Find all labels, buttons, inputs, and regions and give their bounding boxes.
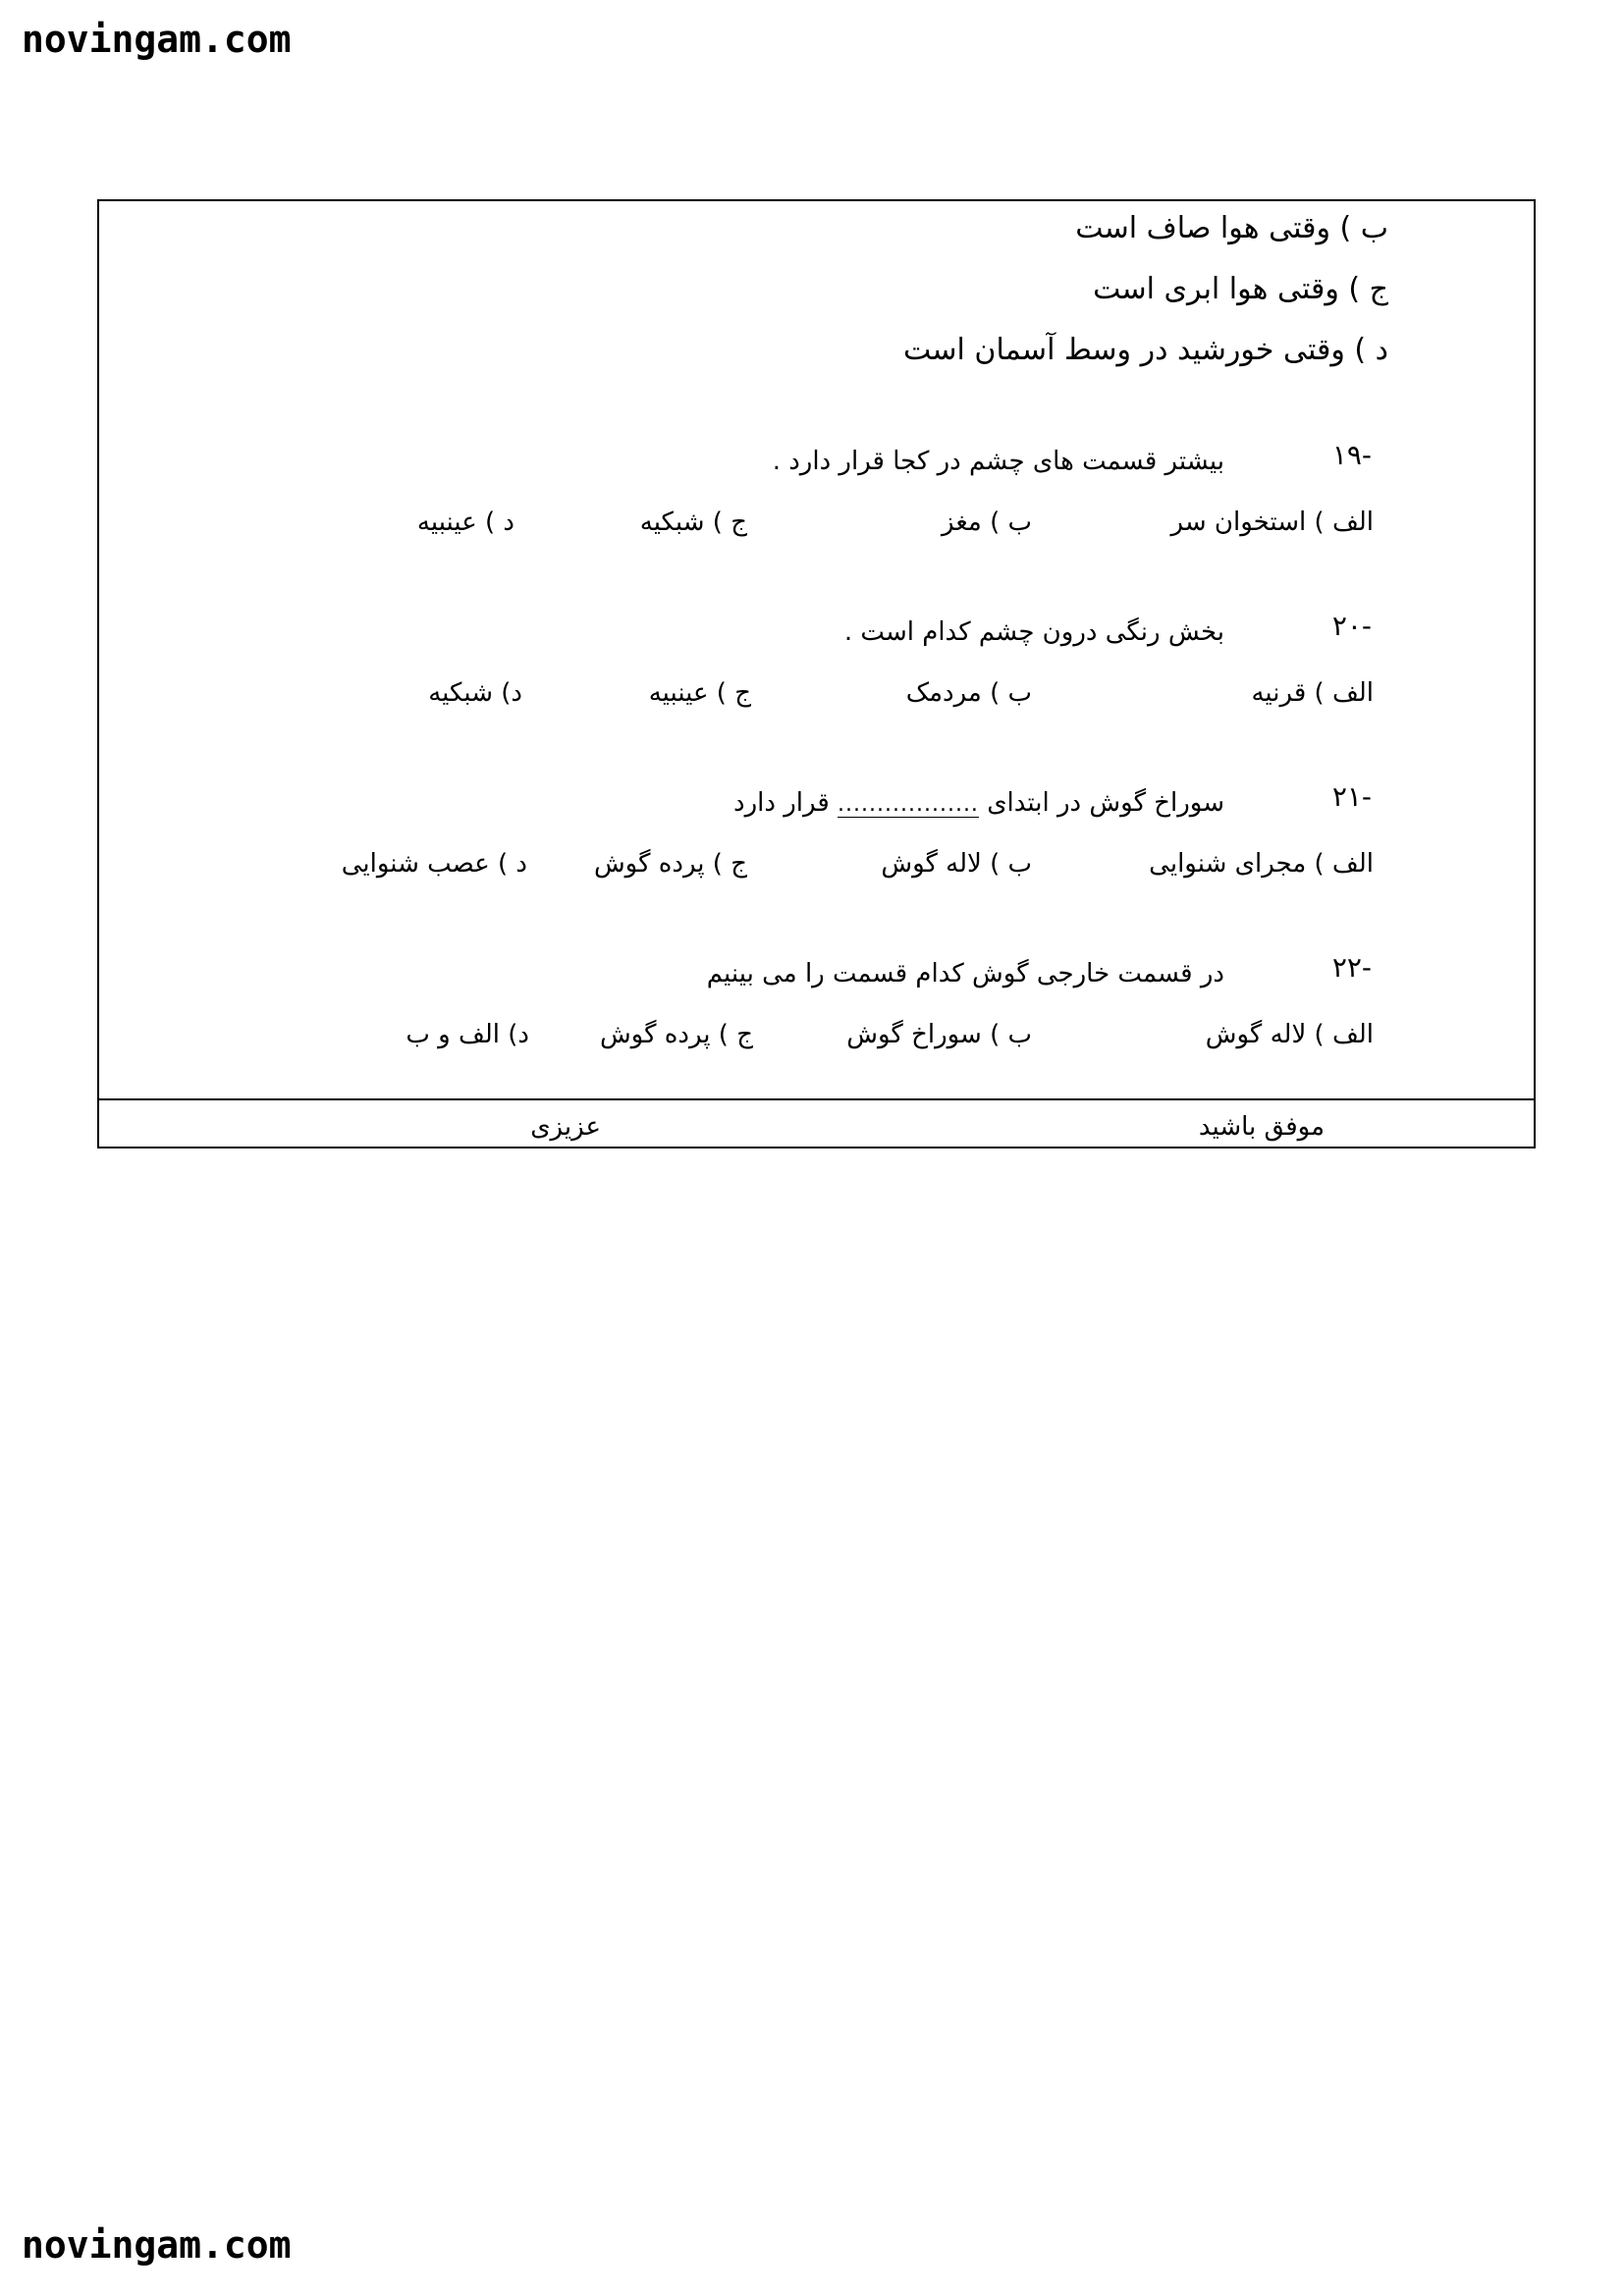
footer-teacher: عزیزی xyxy=(530,1112,601,1142)
question-21-text-before: سوراخ گوش در ابتدای xyxy=(987,788,1224,818)
question-19-text: بیشتر قسمت های چشم در کجا قرار دارد . xyxy=(772,447,1224,476)
question-21-blank: .................. xyxy=(838,792,979,817)
question-19-option-d: د ) عینبیه xyxy=(416,507,514,537)
question-22-option-d: د) الف و ب xyxy=(406,1020,529,1049)
watermark-bottom: novingam.com xyxy=(22,2223,292,2267)
question-21-number: ۲۱- xyxy=(1331,780,1372,813)
question-20-option-d: د) شبکیه xyxy=(428,678,522,708)
question-20-option-b: ب ) مردمک xyxy=(905,678,1032,708)
question-21-option-c: ج ) پرده گوش xyxy=(593,849,747,879)
question-19-option-b: ب ) مغز xyxy=(942,507,1032,537)
question-20-option-a: الف ) قرنیه xyxy=(1251,678,1374,708)
question-22-option-b: ب ) سوراخ گوش xyxy=(846,1020,1032,1049)
question-22-text: در قسمت خارجی گوش کدام قسمت را می بینیم xyxy=(706,959,1224,988)
prev-option-d: د ) وقتی خورشید در وسط آسمان است xyxy=(902,333,1388,367)
watermark-top: novingam.com xyxy=(22,18,292,61)
question-21-text xyxy=(733,788,1224,818)
question-20-option-c: ج ) عینبیه xyxy=(648,678,751,708)
question-19-number: ۱۹- xyxy=(1331,439,1372,471)
question-21-option-b: ب ) لاله گوش xyxy=(881,849,1032,879)
question-21-option-a: الف ) مجرای شنوایی xyxy=(1149,849,1374,879)
question-21-option-d: د ) عصب شنوایی xyxy=(341,849,527,879)
footer-wish: موفق باشید xyxy=(1198,1112,1325,1142)
question-22-option-a: الف ) لاله گوش xyxy=(1205,1020,1374,1049)
question-20-number: ۲۰- xyxy=(1331,610,1372,642)
question-20-text: بخش رنگی درون چشم کدام است . xyxy=(843,617,1224,647)
exam-box xyxy=(97,199,1536,1148)
question-19-option-c: ج ) شبکیه xyxy=(639,507,747,537)
question-22-number: ۲۲- xyxy=(1331,951,1372,984)
prev-option-c: ج ) وقتی هوا ابری است xyxy=(1093,272,1388,306)
question-22-option-c: ج ) پرده گوش xyxy=(599,1020,753,1049)
prev-option-b: ب ) وقتی هوا صاف است xyxy=(1075,211,1388,245)
question-21-text-after: قرار دارد xyxy=(733,788,830,818)
footer-divider xyxy=(99,1098,1534,1100)
question-19-option-a: الف ) استخوان سر xyxy=(1170,507,1374,537)
